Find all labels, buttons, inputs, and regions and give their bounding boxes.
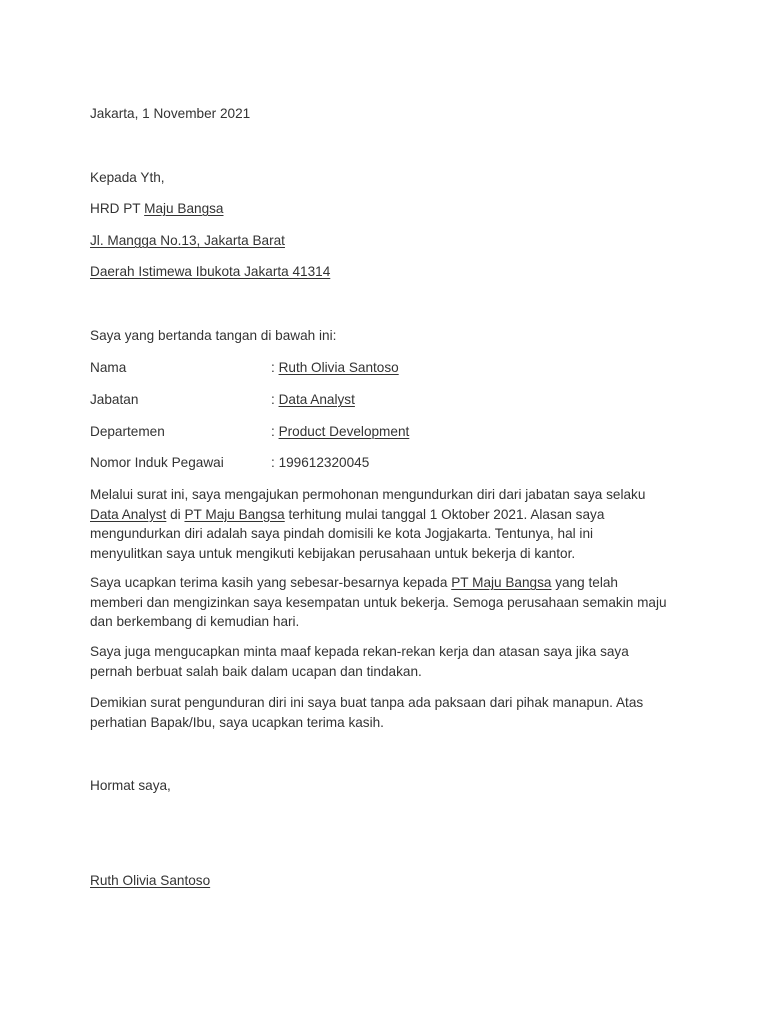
recipient-prefix: HRD PT — [90, 201, 145, 216]
field-value-departemen — [271, 424, 409, 440]
field-label-nama: Nama — [90, 360, 127, 375]
closing-greeting: Hormat saya, — [90, 778, 171, 793]
field-separator: : — [271, 392, 279, 407]
text-fragment: terhitung mulai tanggal 1 Oktober 2021. Alasan saya — [284, 506, 605, 522]
intro-text: Saya yang bertanda tangan di bawah ini: — [90, 328, 337, 343]
field-separator: : — [271, 360, 279, 375]
paragraph-line: menyulitkan saya untuk mengikuti kebijakan perusahaan untuk bekerja di kantor. — [90, 545, 576, 561]
company-ref: PT Maju Bangsa — [451, 575, 552, 590]
field-value-jabatan — [271, 392, 355, 408]
field-label-jabatan: Jabatan — [90, 392, 139, 407]
paragraph-apology — [90, 642, 690, 681]
recipient-company: Maju Bangsa — [144, 201, 224, 216]
field-value-nip — [271, 455, 369, 471]
paragraph-resignation — [90, 485, 690, 563]
paragraph-line: memberi dan mengizinkan saya kesempatan untuk bekerja. Semoga perusahaan semakin maju — [90, 594, 667, 610]
field-label-departemen: Departemen — [90, 424, 165, 439]
paragraph-line: Saya juga mengucapkan minta maaf kepada rekan-rekan kerja dan atasan saya jika saya — [90, 644, 629, 659]
paragraph-line: mengundurkan diri adalah saya pindah domisili ke kota Jogjakarta. Tentunya, hal ini — [90, 526, 594, 541]
field-jabatan-value: Data Analyst — [278, 392, 355, 407]
company-ref: PT Maju Bangsa — [184, 506, 285, 522]
paragraph-line: Melalui surat ini, saya mengajukan permohonan mengundurkan diri dari jabatan saya selaku — [90, 487, 646, 502]
field-value-nama — [271, 360, 399, 376]
field-separator: : — [271, 455, 279, 470]
field-separator: : — [271, 424, 279, 439]
paragraph-closing — [90, 693, 690, 732]
paragraph-thanks — [90, 573, 690, 632]
paragraph-line: pernah berbuat salah baik dalam ucapan dan tindakan. — [90, 663, 422, 679]
recipient-company-line — [90, 201, 224, 217]
text-fragment: Saya ucapkan terima kasih yang sebesar-besarnya kepada — [90, 575, 452, 590]
text-fragment: yang telah — [551, 575, 618, 590]
field-departemen-value: Product Development — [278, 424, 410, 439]
paragraph-line: dan berkembang di kemudian hari. — [90, 614, 300, 629]
paragraph-line: Demikian surat pengunduran diri ini saya buat tanpa ada paksaan dari pihak manapun. Atas — [90, 695, 644, 710]
recipient-address: Jl. Mangga No.13, Jakarta Barat — [90, 233, 285, 248]
paragraph-line — [90, 505, 690, 525]
recipient-salutation: Kepada Yth, — [90, 170, 165, 185]
field-nama-value: Ruth Olivia Santoso — [278, 360, 399, 375]
field-label-nip: Nomor Induk Pegawai — [90, 455, 224, 470]
signature-name: Ruth Olivia Santoso — [90, 873, 211, 888]
paragraph-line — [90, 573, 690, 593]
text-fragment: di — [166, 506, 185, 522]
place-date: Jakarta, 1 November 2021 — [90, 106, 251, 121]
recipient-region: Daerah Istimewa Ibukota Jakarta 41314 — [90, 264, 331, 279]
paragraph-line: perhatian Bapak/Ibu, saya ucapkan terima kasih. — [90, 714, 384, 730]
position-ref: Data Analyst — [90, 506, 167, 522]
field-nip-value: 199612320045 — [278, 455, 370, 470]
